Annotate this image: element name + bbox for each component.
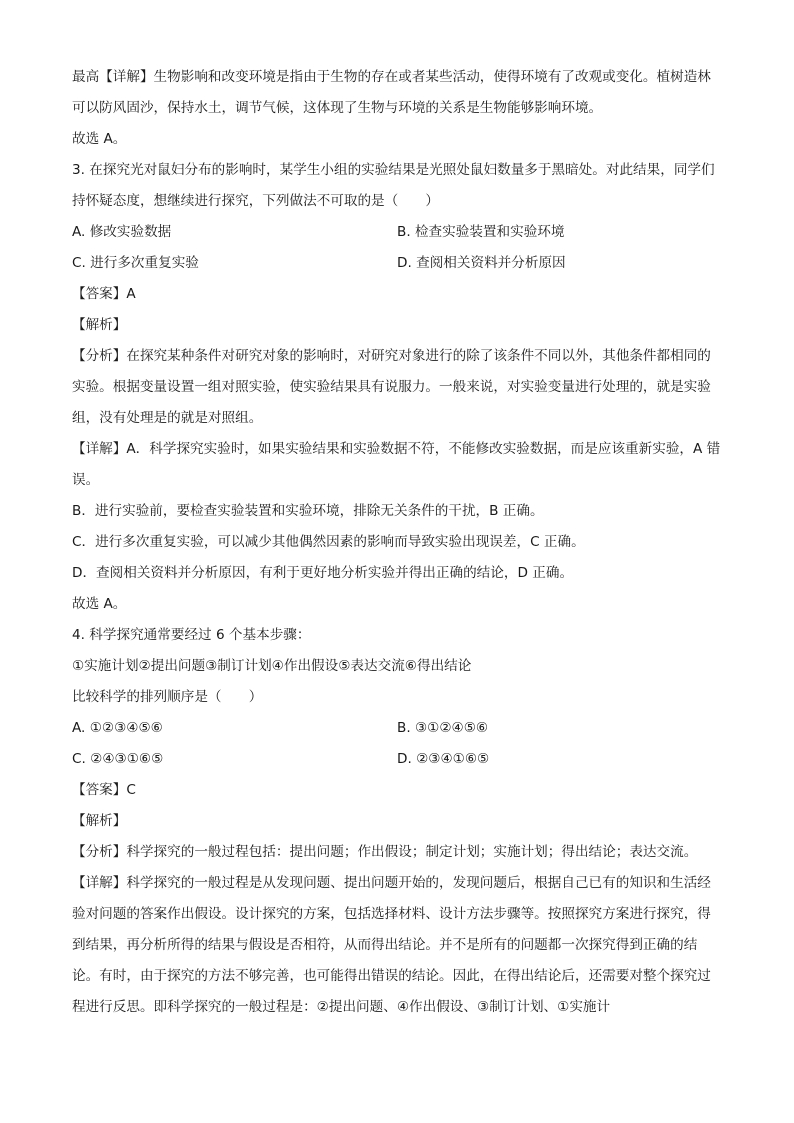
- q3-choice: 故选 A。: [72, 596, 127, 612]
- q4-options-row-2: [72, 744, 724, 775]
- q3-detail-b: B．进行实验前，要检查实验装置和实验环境，排除无关条件的干扰，B 正确。: [72, 503, 544, 519]
- q4-option-c: C. ②④③①⑥⑤: [72, 751, 164, 767]
- q4-option-a: A. ①②③④⑤⑥: [72, 720, 163, 736]
- q4-analysis-label: 【解析】: [72, 813, 127, 829]
- q3-options-row-2: [72, 248, 724, 279]
- q3-detail-a: 【详解】A．科学探究实验时，如果实验结果和实验数据不符，不能修改实验数据，而是应该重新实验，A 错误。: [72, 441, 721, 488]
- q3-detail-c: C．进行多次重复实验，可以减少其他偶然因素的影响而导致实验出现误差，C 正确。: [72, 534, 585, 550]
- q3-option-b: B. 检查实验装置和实验环境: [397, 224, 565, 240]
- q3-analysis: 【分析】在探究某种条件对研究对象的影响时，对研究对象进行的除了该条件不同以外，其他条件都相同的实验。根据变量设置一组对照实验，使实验结果具有说服力。一般来说，对实验变量进行处理的，就是实验组，没有处理是的就是对照组。: [72, 348, 711, 426]
- q3-option-d: D. 查阅相关资料并分析原因: [397, 255, 566, 271]
- q4-ask: 比较科学的排列顺序是（ ）: [72, 689, 263, 705]
- document-content: [72, 62, 724, 1023]
- q4-answer: 【答案】C: [72, 782, 136, 798]
- q3-option-c: C. 进行多次重复实验: [72, 255, 199, 271]
- q4-option-d: D. ②③④①⑥⑤: [397, 751, 490, 767]
- q4-options-row-1: [72, 713, 724, 744]
- q4-detail: 【详解】科学探究的一般过程是从发现问题、提出问题开始的，发现问题后，根据自己已有的知识和生活经验对问题的答案作出假设。设计探究的方案，包括选择材料、设计方法步骤等。按照探究方案进行探究，得到结果，再分析所得的结果与假设是否相符，从而得出结论。并不是所有的问题都一次探究得到正确的结论。有时，由于探究的方法不够完善，也可能得出错误的结论。因此，在得出结论后，还需要对整个探究过程进行反思。即科学探究的一般过程是：②提出问题、④作出假设、③制订计划、①实施计: [72, 875, 711, 1015]
- q3-detail-d: D．查阅相关资料并分析原因，有利于更好地分析实验并得出正确的结论，D 正确。: [72, 565, 574, 581]
- q2-choice-text: 故选 A。: [72, 131, 127, 147]
- q3-answer: 【答案】A: [72, 286, 136, 302]
- q2-detail-text: 最高【详解】生物影响和改变环境是指由于生物的存在或者某些活动，使得环境有了改观或变化。植树造林可以防风固沙，保持水土，调节气候，这体现了生物与环境的关系是生物能够影响环境。: [72, 69, 711, 116]
- q3-analysis-label: 【解析】: [72, 317, 127, 333]
- q3-stem: 3. 在探究光对鼠妇分布的影响时，某学生小组的实验结果是光照处鼠妇数量多于黑暗处。对此结果，同学们持怀疑态度，想继续进行探究，下列做法不可取的是（ ）: [72, 162, 715, 209]
- q4-analysis: 【分析】科学探究的一般过程包括：提出问题；作出假设；制定计划；实施计划；得出结论；表达交流。: [72, 844, 698, 860]
- q3-options-row-1: [72, 217, 724, 248]
- q4-option-b: B. ③①②④⑤⑥: [397, 720, 489, 736]
- q3-option-a: A. 修改实验数据: [72, 224, 172, 240]
- q4-steps: ①实施计划②提出问题③制订计划④作出假设⑤表达交流⑥得出结论: [72, 658, 472, 674]
- q4-stem: 4. 科学探究通常要经过 6 个基本步骤：: [72, 627, 311, 643]
